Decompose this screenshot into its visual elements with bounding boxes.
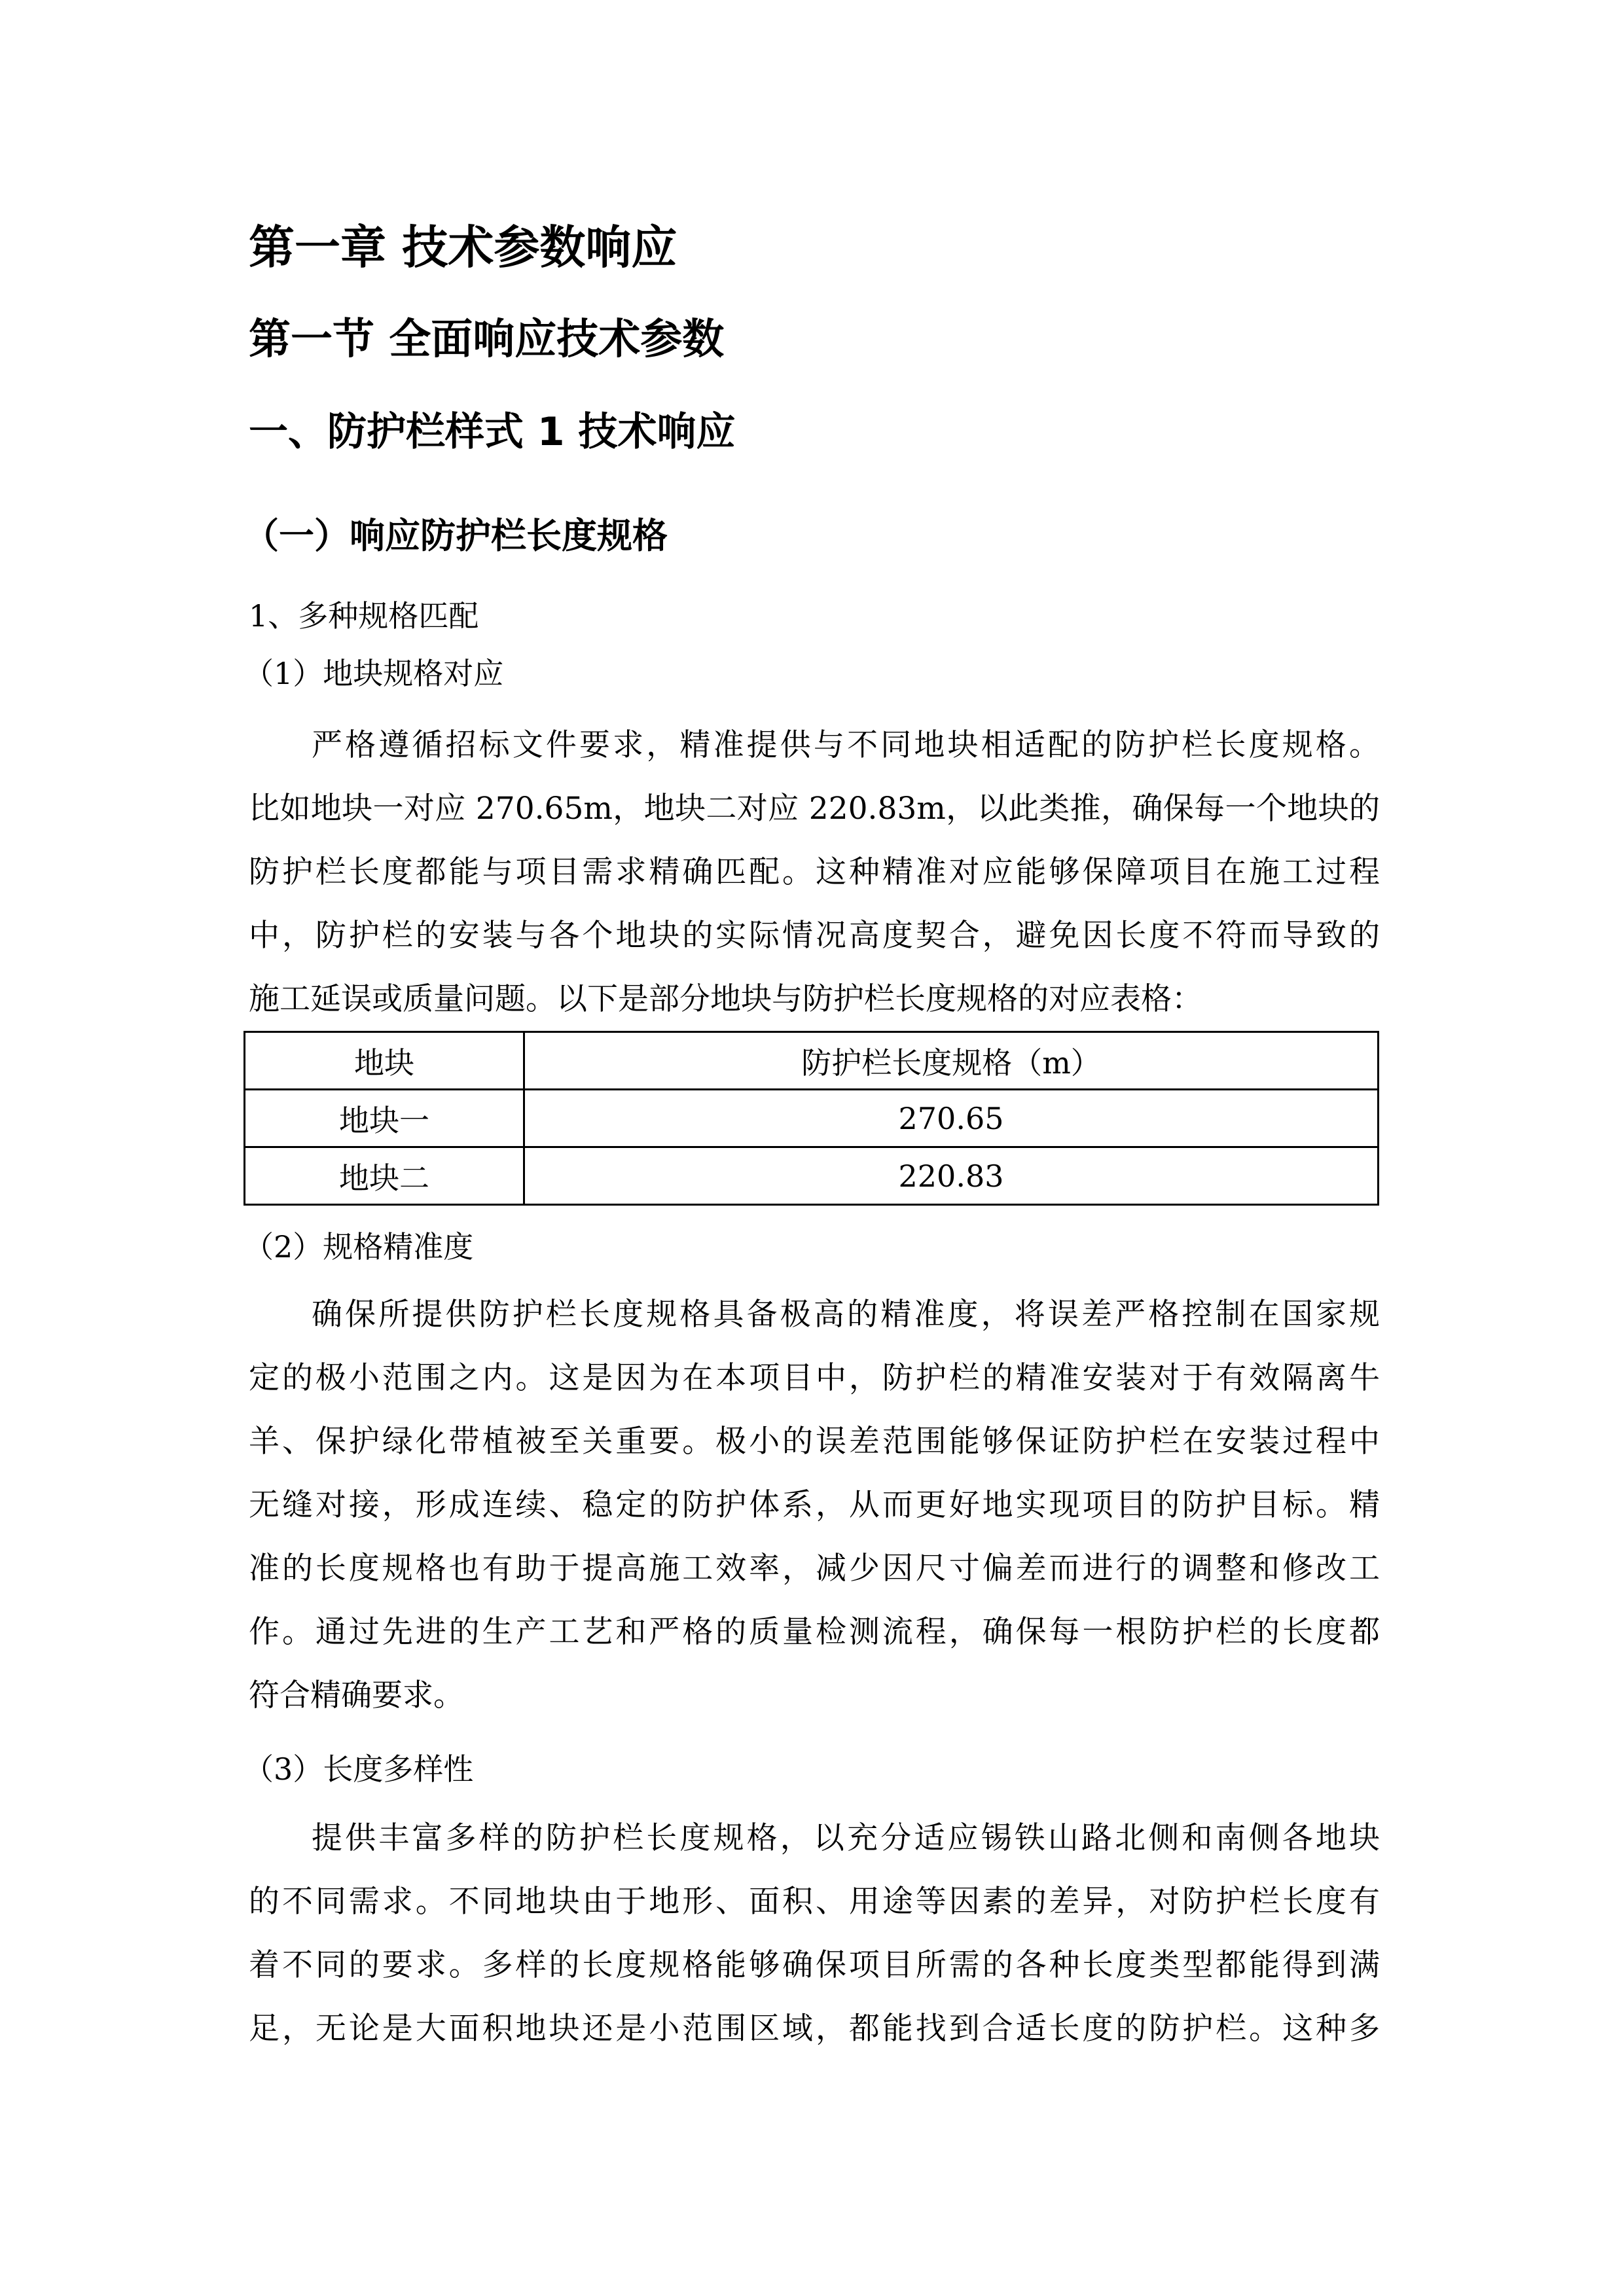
table-cell: 地块一 xyxy=(245,1090,524,1147)
paragraph-line: 准的长度规格也有助于提高施工效率，减少因尺寸偏差而进行的调整和修改工 xyxy=(249,1551,1380,1587)
part-title: （一）响应防护栏长度规格 xyxy=(244,514,668,556)
subitem-title-2: （2）规格精准度 xyxy=(244,1229,474,1265)
table-cell: 270.65 xyxy=(524,1090,1379,1147)
paragraph-line: 无缝对接，形成连续、稳定的防护体系，从而更好地实现项目的防护目标。精 xyxy=(249,1487,1380,1523)
paragraph-line: 定的极小范围之内。这是因为在本项目中，防护栏的精准安装对于有效隔离牛 xyxy=(249,1360,1380,1396)
table-cell: 220.83 xyxy=(524,1147,1379,1205)
table-header-cell: 防护栏长度规格（m） xyxy=(524,1032,1379,1090)
paragraph-line: 的不同需求。不同地块由于地形、面积、用途等因素的差异，对防护栏长度有 xyxy=(249,1884,1380,1920)
paragraph-line: 施工延误或质量问题。以下是部分地块与防护栏长度规格的对应表格： xyxy=(249,981,1202,1017)
subitem-title-3: （3）长度多样性 xyxy=(244,1751,474,1787)
paragraph-line: 着不同的要求。多样的长度规格能够确保项目所需的各种长度类型都能得到满 xyxy=(249,1947,1380,1983)
table-row xyxy=(245,1147,1379,1205)
paragraph-line: 比如地块一对应 270.65m，地块二对应 220.83m，以此类推，确保每一个地块的 xyxy=(249,791,1380,827)
paragraph-precision xyxy=(249,1283,1380,1727)
paragraph-plot-correspondence xyxy=(249,713,1380,1031)
item-title: 1、多种规格匹配 xyxy=(249,598,479,634)
section-title: 第一节 全面响应技术参数 xyxy=(249,315,725,364)
subsection-title: 一、防护栏样式 1 技术响应 xyxy=(249,409,736,455)
chapter-title: 第一章 技术参数响应 xyxy=(249,221,677,274)
paragraph-length-diversity xyxy=(249,1806,1380,2060)
table-header-cell: 地块 xyxy=(245,1032,524,1090)
paragraph-line: 羊、保护绿化带植被至关重要。极小的误差范围能够保证防护栏在安装过程中 xyxy=(249,1424,1380,1460)
subitem-title-1: （1）地块规格对应 xyxy=(244,656,504,691)
plot-length-table xyxy=(244,1031,1379,1206)
paragraph-line: 防护栏长度都能与项目需求精确匹配。这种精准对应能够保障项目在施工过程 xyxy=(249,854,1380,890)
paragraph-line: 提供丰富多样的防护栏长度规格，以充分适应锡铁山路北侧和南侧各地块 xyxy=(312,1820,1380,1856)
paragraph-line: 确保所提供防护栏长度规格具备极高的精准度，将误差严格控制在国家规 xyxy=(312,1297,1380,1333)
paragraph-line: 严格遵循招标文件要求，精准提供与不同地块相适配的防护栏长度规格。 xyxy=(312,727,1380,763)
table-header-row xyxy=(245,1032,1379,1090)
table-cell: 地块二 xyxy=(245,1147,524,1205)
paragraph-line: 足，无论是大面积地块还是小范围区域，都能找到合适长度的防护栏。这种多 xyxy=(249,2011,1380,2047)
paragraph-line: 中，防护栏的安装与各个地块的实际情况高度契合，避免因长度不符而导致的 xyxy=(249,918,1380,954)
table-row xyxy=(245,1090,1379,1147)
paragraph-line: 作。通过先进的生产工艺和严格的质量检测流程，确保每一根防护栏的长度都 xyxy=(249,1614,1380,1650)
paragraph-line: 符合精确要求。 xyxy=(249,1677,464,1713)
